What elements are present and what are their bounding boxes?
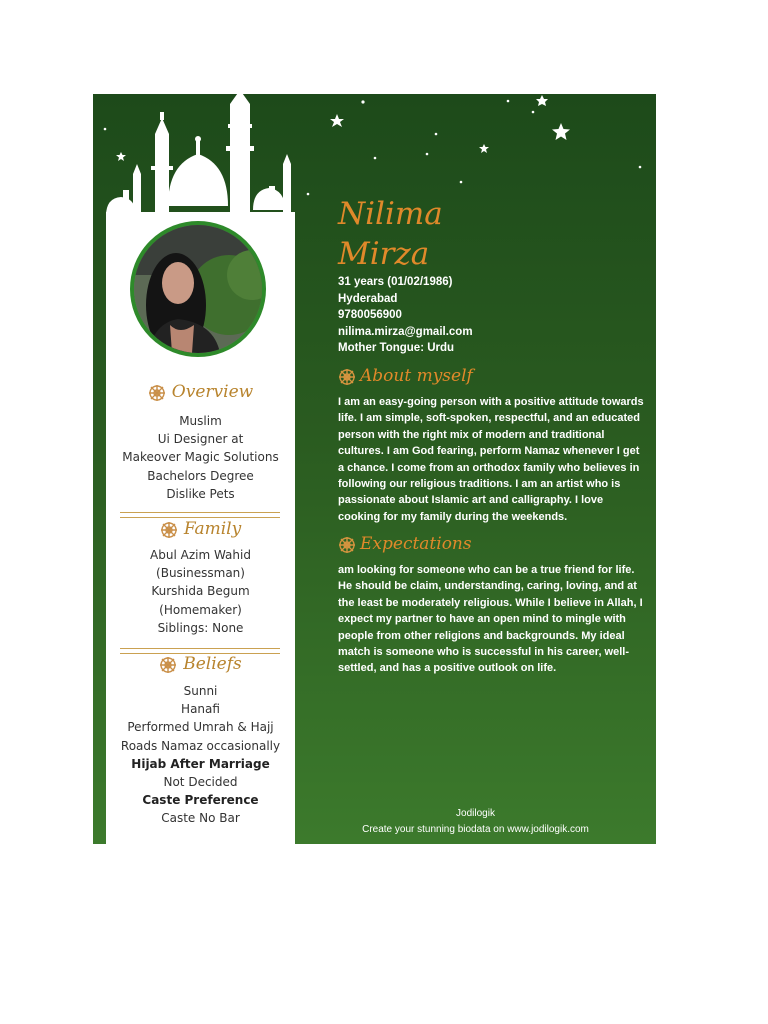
section-divider xyxy=(120,512,280,518)
mother-tongue: Mother Tongue: Urdu xyxy=(338,342,455,354)
phone: 9780056900 xyxy=(338,309,402,321)
last-name: Mirza xyxy=(338,236,430,272)
overview-item: Muslim xyxy=(179,414,222,428)
expectations-text: am looking for someone who can be a true friend for life. He should be claim, understanding, caring, loving, and at the least be moderately religious. While I believe in Allah, I expect my partner to have an open mind to mingle with people from other religions and backgrounds. My ideal match is someone who is successful in his career, well-settled, and has a positive outlook on life. xyxy=(338,564,643,675)
star-icon xyxy=(536,95,548,106)
overview-list xyxy=(106,412,295,503)
biodata-card xyxy=(93,94,656,844)
family-heading: Family xyxy=(106,519,295,539)
mandala-ornament-icon xyxy=(338,368,356,386)
about-heading: About myself xyxy=(338,366,473,386)
hijab-label: Hijab After Marriage xyxy=(131,756,270,771)
star-icon xyxy=(639,166,642,169)
mandala-ornament-icon xyxy=(159,656,177,674)
email: nilima.mirza@gmail.com xyxy=(338,325,473,338)
family-item: (Businessman) xyxy=(156,566,245,581)
mandala-ornament-icon xyxy=(338,536,356,554)
expectations-heading: Expectations xyxy=(338,534,472,554)
beliefs-heading: Beliefs xyxy=(106,654,295,674)
family-item: Siblings: None xyxy=(157,620,244,635)
star-icon xyxy=(374,157,377,160)
footer-tagline: Create your stunning biodata on www.jodilogik.com xyxy=(362,824,589,835)
overview-item: Ui Designer at xyxy=(157,432,244,447)
hijab-value: Not Decided xyxy=(163,775,238,790)
portrait-image xyxy=(134,225,262,353)
star-icon xyxy=(426,153,429,156)
caste-value: Caste No Bar xyxy=(161,811,240,826)
beliefs-item: Sunni xyxy=(183,684,218,698)
beliefs-list xyxy=(106,682,295,828)
star-icon xyxy=(532,111,535,114)
family-list xyxy=(106,546,295,637)
first-name: Nilima xyxy=(338,196,443,232)
city: Hyderabad xyxy=(338,292,398,305)
star-icon xyxy=(330,114,344,127)
footer-brand: Jodilogik xyxy=(456,808,495,819)
family-item: Kurshida Begum xyxy=(151,584,250,599)
about-text: I am an easy-going person with a positive attitude towards life. I am simple, soft-spoken, respectful, and an educated person with the right mix of modern and traditional cultures. I am God fearing, perform Namaz whenever I get a chance. I come from an orthodox family who believes in following our religious traditions. I am an artist who is passionate about Islamic art and calligraphy. I love cooking for my family during the weekends. xyxy=(338,396,644,523)
family-item: Abul Azim Wahid xyxy=(150,548,251,562)
beliefs-item: Roads Namaz occasionally xyxy=(120,738,281,753)
family-item: (Homemaker) xyxy=(159,602,242,617)
star-icon xyxy=(552,123,570,140)
mandala-ornament-icon xyxy=(148,384,166,402)
beliefs-item: Performed Umrah & Hajj xyxy=(127,720,274,735)
star-icon xyxy=(507,100,510,103)
contact-info xyxy=(338,274,473,357)
beliefs-item: Hanafi xyxy=(181,702,220,717)
star-icon xyxy=(361,100,364,103)
mandala-ornament-icon xyxy=(160,521,178,539)
overview-item: Dislike Pets xyxy=(166,486,235,501)
star-icon xyxy=(435,133,438,136)
star-icon xyxy=(460,181,463,184)
age-dob: 31 years (01/02/1986) xyxy=(338,276,453,288)
profile-name xyxy=(338,194,443,274)
profile-photo xyxy=(130,221,266,357)
overview-item: Makeover Magic Solutions xyxy=(122,450,279,465)
caste-label: Caste Preference xyxy=(142,793,259,808)
overview-item: Bachelors Degree xyxy=(147,468,254,483)
star-icon xyxy=(479,144,489,153)
overview-heading: Overview xyxy=(106,382,295,402)
